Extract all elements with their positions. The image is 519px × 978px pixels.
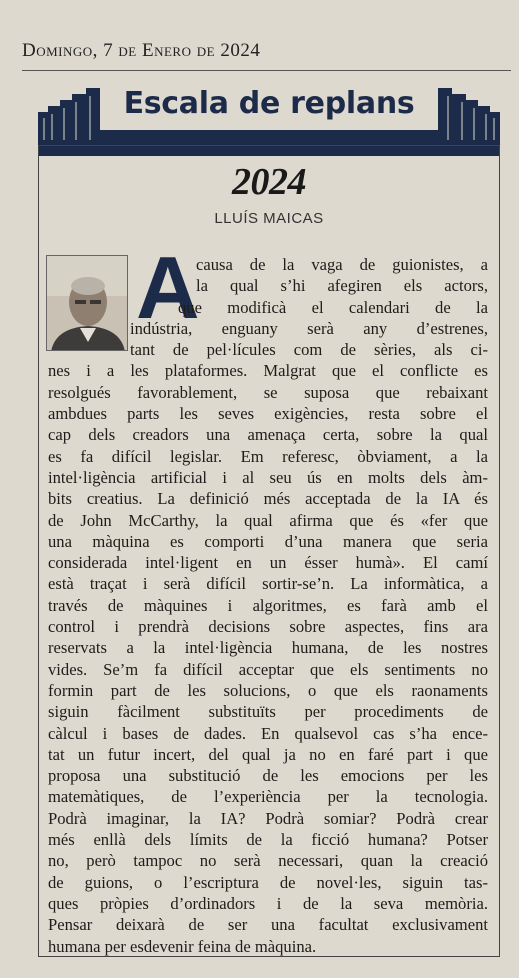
- body-line: tat un futur incert, del qual ja no en faré part i que: [48, 744, 488, 764]
- body-line: Pensar deixarà de ser una facultat exclusivament: [48, 915, 488, 935]
- body-line: tant de pel·lícules com de sèries, als ci-: [130, 340, 488, 360]
- body-line: intel·ligència artificial i al seu ús en molts dels àm-: [48, 467, 488, 487]
- body-line: ques pròpies d’ordinadors i de la seva memòria.: [48, 893, 488, 913]
- body-line: de guions, o l’escriptura de novel·les, siguin tas-: [48, 872, 488, 892]
- article-byline: LLUÍS MAICAS: [214, 210, 324, 227]
- body-line: ambdues parts les seves exigències, resta sobre el: [48, 404, 488, 424]
- body-line: reservats a la intel·ligència humana, de les nostres: [48, 638, 488, 658]
- body-line: nes i a les plataformes. Malgrat que el conflicte es: [48, 361, 488, 381]
- body-line: més enllà dels límits de la ficció humana? Potser: [48, 830, 488, 850]
- section-title: Escala de replans: [123, 86, 415, 121]
- body-line: una màquina es comporti d’una manera que seria: [48, 531, 488, 551]
- dateline: Domingo, 7 de Enero de 2024: [22, 40, 261, 61]
- body-line: humana per esdevenir feina de màquina.: [48, 936, 317, 956]
- body-line: considerada intel·ligent en un ésser humà». El camí: [48, 553, 488, 573]
- body-line: es fa difícil legislar. Em referesc, òbviament, a la: [48, 446, 488, 466]
- body-line: resolgués favorablement, se suposa que rebaixant: [48, 382, 488, 402]
- dateline-rule: [22, 70, 511, 71]
- article-headline: 2024: [232, 161, 306, 203]
- body-line: que modificà el calendari de la: [178, 297, 488, 317]
- body-line: bits creatius. La definició més acceptada de la IA és: [48, 489, 488, 509]
- body-line: vides. Se’m fa difícil acceptar que els sentiments no: [48, 659, 488, 679]
- body-line: matemàtiques, de l’experiència per la tecnologia.: [48, 787, 488, 807]
- body-line: no, però tampoc no serà necessari, quan la creació: [48, 851, 488, 871]
- body-line: siguin fàcilment substituïts per procediments de: [48, 702, 488, 722]
- body-line: proposa una substitució de les emocions per les: [48, 766, 488, 786]
- article-body: [48, 254, 488, 957]
- body-line: Podrà imaginar, la IA? Podrà somiar? Podrà crear: [48, 808, 488, 828]
- body-line: través de màquines i algoritmes, es farà amb el: [48, 595, 488, 615]
- body-line: càlcul i bases de dades. En qualsevol cas s’ha ence-: [48, 723, 488, 743]
- body-line: de John McCarthy, la qual afirma que és «fer que: [48, 510, 488, 530]
- body-line: la qual s’hi afegiren els actors,: [196, 276, 488, 296]
- drop-cap: A: [136, 238, 200, 337]
- body-line: formin part de les solucions, o que els raonaments: [48, 680, 488, 700]
- body-line: causa de la vaga de guionistes, a: [196, 255, 488, 274]
- body-line: està traçat i serà difícil sortir-se’n. La informàtica, a: [48, 574, 488, 594]
- body-line: cap dels creadors una amenaça certa, sobre la qual: [48, 425, 488, 445]
- body-line: indústria, enguany serà any d’estrenes,: [130, 318, 488, 338]
- body-line: control i prendrà decisions sobre aspectes, fins ara: [48, 617, 488, 637]
